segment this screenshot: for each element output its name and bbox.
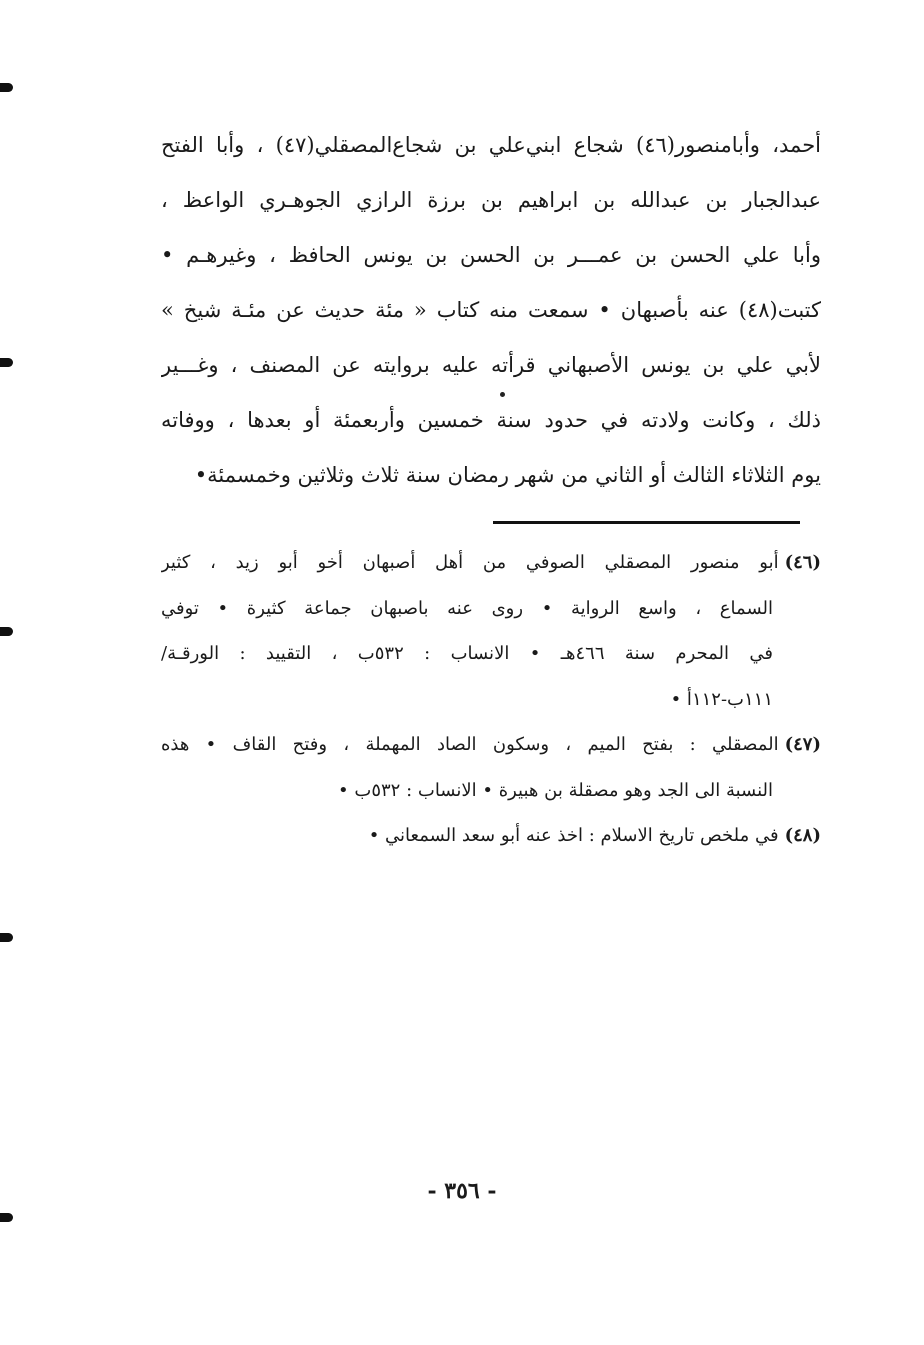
footnotes [161,540,821,859]
footnote-line [161,813,821,859]
binding-mark [0,83,13,92]
body-line: لأبي علي بن يونس الأصبهاني قرأته عليه بروايته عن المصنف ، وغـــير [161,353,821,377]
footnote-text: في ملخص تاريخ الاسلام : اخذ عنه أبو سعد السمعاني • [368,825,779,846]
binding-mark [0,1213,13,1222]
footnote-line: في المحرم سنة ٤٦٦هـ • الانساب : ٥٣٢ب ، التقييد : الورقـة/ [161,643,773,664]
footnote-line: ١١١ب-١١٢أ • [670,688,773,710]
footnote-line [161,540,821,586]
binding-mark [0,933,13,942]
footnote-47 [161,722,821,813]
body-line: يوم الثلاثاء الثالث أو الثاني من شهر رمضان سنة ثلاث وثلاثين وخمسمئة• [194,463,821,487]
footnote-48 [161,813,821,859]
binding-mark [0,627,13,636]
footnote-line [161,722,821,768]
footnote-text: أبو منصور المصقلي الصوفي من أهل أصبهان أخو أبو زيد ، كثير [161,552,779,573]
body-line: كتبت(٤٨) عنه بأصبهان • سمعت منه كتاب « مئة حديث عن مئـة شيخ » [161,298,821,322]
binding-mark [0,358,13,367]
body-line: أحمد، وأبامنصور(٤٦) شجاع ابني‌علي بن شجاع‌المصقلي(٤٧) ، وأبا الفتح [161,133,821,157]
footnote-text: المصقلي : بفتح الميم ، وسكون الصاد المهملة ، وفتح القاف • هذه [161,734,779,755]
body-line: ذلك ، وكانت ولادته في حدود سنة خمسين وأربعمئة أو بعدها ، ووفاته [161,408,821,432]
footnote-line: النسبة الى الجد وهو مصقلة بن هبيرة • الانساب : ٥٣٢ب • [338,779,773,801]
body-line: وأبا علي الحسن بن عمـــر بن الحسن بن يونس الحافظ ، وغيرهـم • [161,243,821,267]
body-line: عبدالجبار بن عبدالله بن ابراهيم بن برزة الرازي الجوهـري الواعظ ، [161,188,821,212]
footnote-46 [161,540,821,722]
main-text [161,118,821,503]
footnote-separator [493,521,800,524]
footnote-line: السماع ، واسع الرواية • روى عنه باصبهان جماعة كثيرة • توفي [161,597,773,619]
page-number: - ٣٥٦ - [427,1178,497,1204]
footnote-number: (٤٧) [784,734,821,755]
footnote-number: (٤٦) [784,552,821,573]
footnote-number: (٤٨) [784,825,821,846]
